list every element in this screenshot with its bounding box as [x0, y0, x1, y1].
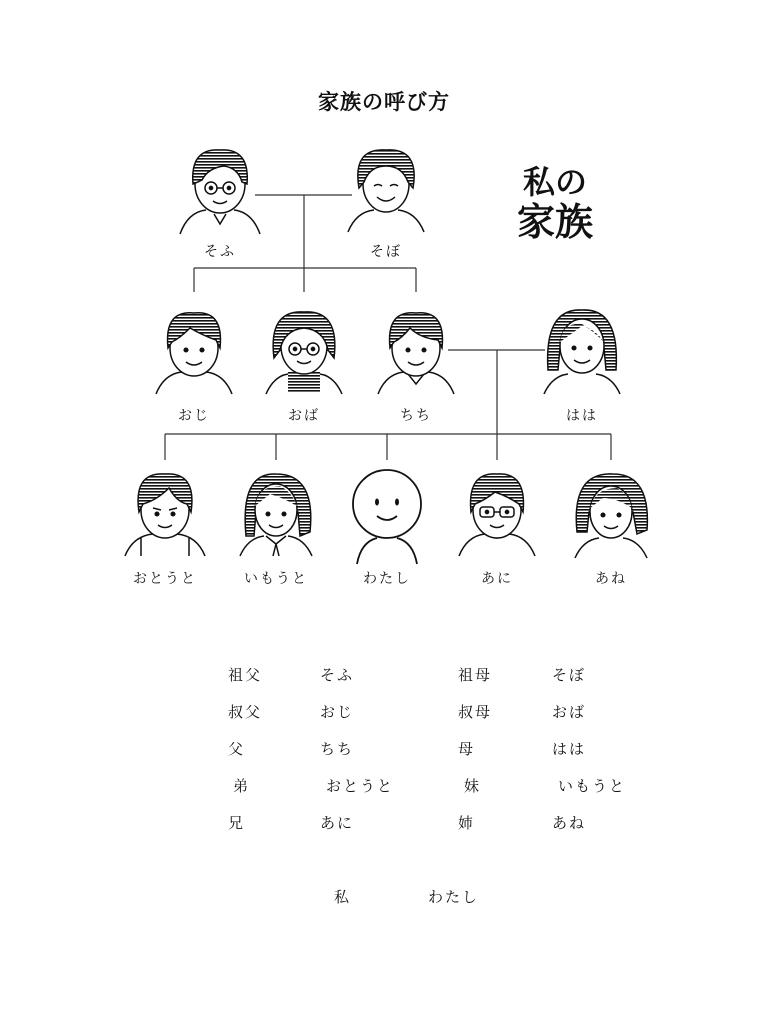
grandmother-icon	[348, 150, 424, 232]
page-title: 家族の呼び方	[318, 89, 450, 114]
label-oji: おじ	[178, 408, 210, 424]
mother-icon	[544, 310, 620, 394]
father-icon	[378, 313, 454, 394]
label-imouto: いもうと	[244, 571, 308, 587]
label-haha: はは	[566, 408, 598, 424]
vocab-kanji-self: 私	[334, 888, 352, 906]
vocab-reading: そふ	[320, 666, 355, 684]
label-oba: おば	[288, 408, 320, 424]
label-watashi: わたし	[363, 571, 411, 587]
vocab-kanji: 弟	[233, 777, 251, 795]
younger-brother-icon	[125, 474, 205, 556]
label-ani: あに	[481, 571, 513, 587]
vocab-kanji: 叔父	[228, 703, 263, 721]
vocab-reading: おじ	[320, 703, 355, 721]
younger-sister-icon	[240, 474, 312, 556]
vocab-reading: そぼ	[552, 666, 587, 684]
vocab-kanji: 祖母	[458, 666, 493, 684]
vocab-reading: あね	[552, 814, 587, 832]
heading-line-2: 家族	[516, 198, 593, 244]
label-otouto: おとうと	[133, 571, 197, 587]
vocab-reading: はは	[552, 740, 587, 758]
vocab-reading-self: わたし	[428, 888, 480, 906]
vocab-reading: ちち	[320, 740, 355, 758]
vocab-kanji: 祖父	[228, 666, 263, 684]
older-sister-icon	[575, 474, 647, 558]
vocab-kanji: 姉	[458, 814, 476, 832]
older-brother-icon	[459, 474, 535, 556]
label-chichi: ちち	[400, 408, 432, 424]
vocab-reading: おとうと	[326, 777, 395, 795]
vocab-reading: あに	[320, 814, 355, 832]
label-sobo: そぼ	[370, 244, 402, 260]
grandfather-icon	[180, 150, 260, 234]
vocab-reading: おば	[552, 703, 587, 721]
vocab-kanji: 母	[458, 740, 476, 758]
vocab-kanji: 妹	[464, 777, 482, 795]
vocab-kanji: 兄	[228, 814, 246, 832]
aunt-icon	[266, 312, 342, 394]
label-sofu: そふ	[204, 244, 236, 260]
vocab-kanji: 叔母	[458, 703, 493, 721]
vocab-kanji: 父	[228, 740, 246, 758]
uncle-icon	[156, 313, 232, 394]
vocab-reading: いもうと	[558, 777, 627, 795]
label-ane: あね	[595, 571, 627, 587]
heading-line-1: 私の	[522, 163, 587, 201]
me-icon	[353, 470, 421, 564]
